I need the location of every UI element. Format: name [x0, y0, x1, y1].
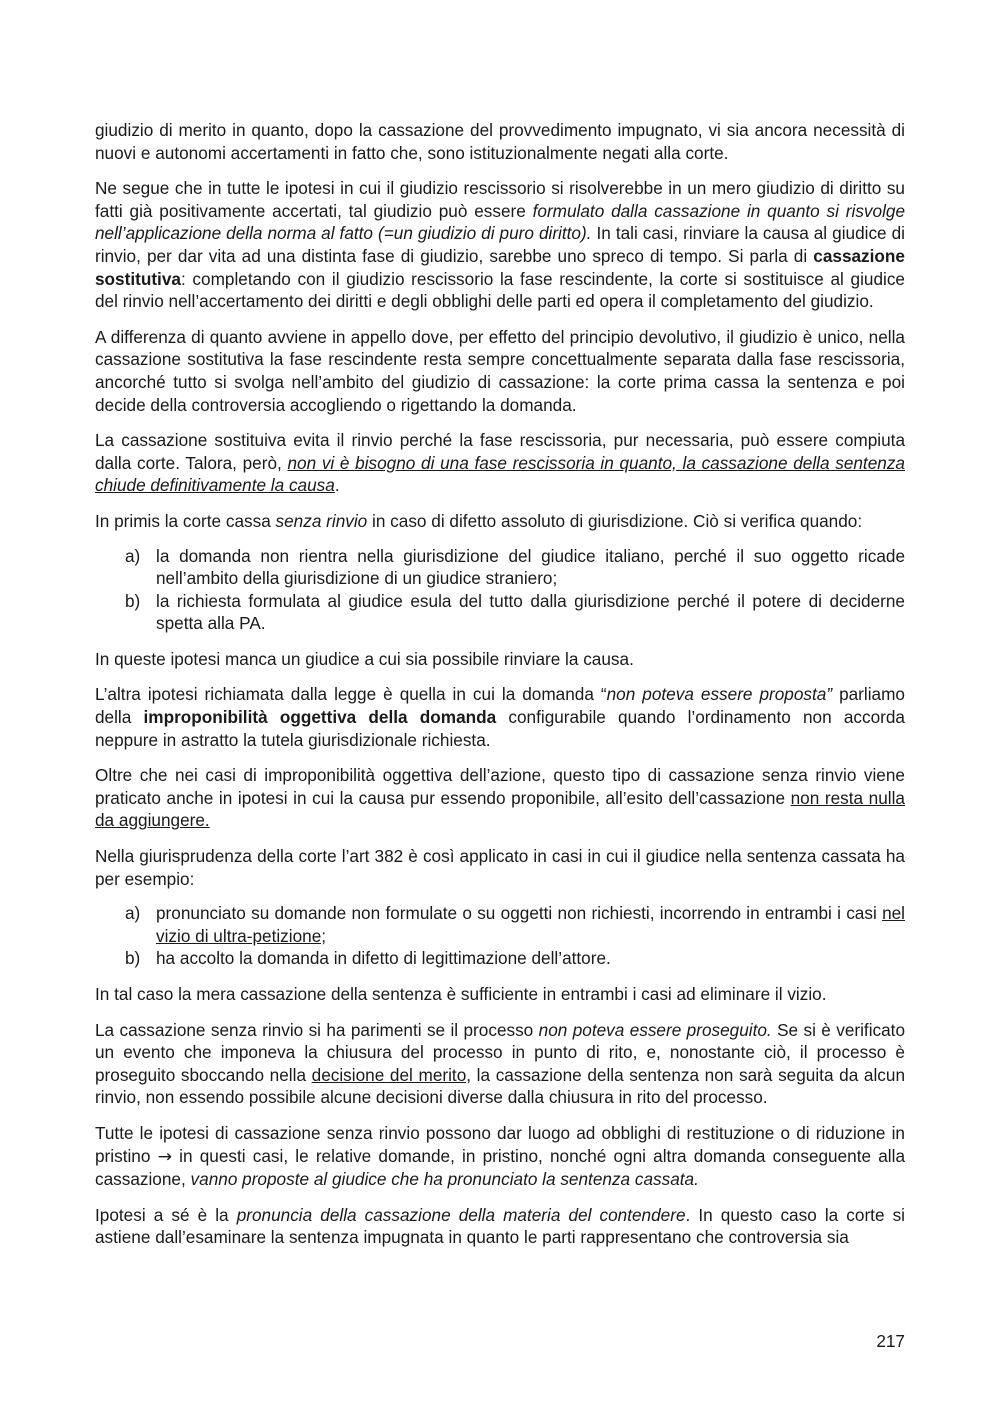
paragraph-text: : completando con il giudizio rescissorio la fase rescindente, la corte si sostituisce al giudice del rinvio nell’accertamento dei diritti e degli obblighi delle parti ed opera il completamento del giudizio. — [95, 268, 905, 312]
italic-text: non poteva essere proposta” — [606, 684, 833, 705]
list-item — [95, 590, 905, 635]
paragraph-text: Nella giurisprudenza della corte l’art 382 è così applicato in casi in cui il giudice nella sentenza cassata ha per esempio: — [95, 846, 905, 889]
paragraph-5 — [95, 510, 905, 533]
paragraph-6 — [95, 648, 905, 671]
list-item-text: la richiesta formulata al giudice esula del tutto dalla giurisdizione perché il potere di deciderne spetta alla PA. — [156, 590, 905, 634]
paragraph-text: L’altra ipotesi richiamata dalla legge è quella in cui la domanda “ — [95, 684, 607, 705]
paragraph-text: in questi casi, le relative domande, in pristino, nonché ogni altra domanda conseguente alla cassazione, — [95, 1145, 906, 1190]
bold-term: cassazione sostitutiva — [95, 245, 905, 289]
paragraph-9 — [95, 845, 905, 890]
paragraph-text: parliamo della — [95, 684, 905, 728]
paragraph-text: La cassazione sostituiva evita il rinvio perché la fase rescissoria, pur necessaria, può essere compiuta dalla corte. Talora, però, — [95, 430, 905, 473]
paragraph-text: A differenza di quanto avviene in appello dove, per effetto del principio devolutivo, il giudizio è unico, nella cassazione sostitutiva la fase rescindente resta sempre concettualmente separata dalla fase rescissoria, ancorché tutto si svolga nell’ambito del giudizio di cassazione: la corte prima cassa la sentenza e poi decide della controversia accogliendo o rigettando la domanda. — [95, 326, 905, 415]
paragraph-text: la cassazione della sentenza non sarà seguita da alcun rinvio, non essendo possibile alcune decisioni diverse dalla chiusura in rito del processo. — [95, 1064, 906, 1108]
underlined-text: decisione del merito, — [311, 1064, 472, 1085]
paragraph-text: In primis la corte cassa — [95, 510, 276, 531]
italic-text: formulato dalla cassazione in quanto si risvolge nell’applicazione della norma al fatto (=un giudizio di puro diritto). — [95, 200, 905, 244]
bold-term: improponibilità oggettiva della domanda — [143, 707, 497, 728]
list-jurisdiction-cases — [95, 545, 905, 635]
paragraph-text: Ne segue che in tutte le ipotesi in cui il giudizio rescissorio si risolverebbe in un mero giudizio di diritto su fatti già positivamente accertati, tal giudizio può essere — [95, 178, 905, 221]
list-item — [95, 902, 905, 947]
list-marker: b) — [125, 590, 141, 611]
list-item — [95, 947, 905, 970]
underlined-text: nel vizio di ultra-petizione; — [156, 903, 905, 946]
list-marker: a) — [125, 545, 141, 566]
paragraph-text: La cassazione senza rinvio si ha parimenti se il processo — [95, 1019, 539, 1040]
italic-text: pronuncia della cassazione della materia del contendere — [236, 1204, 686, 1225]
paragraph-text: giudizio di merito in quanto, dopo la cassazione del provvedimento impugnato, vi sia ancora necessità di nuovi e autonomi accertamenti in fatto che, sono istituzionalmente negati alla corte. — [95, 120, 905, 163]
list-item-text: ha accolto la domanda in difetto di legittimazione dell’attore. — [156, 948, 611, 969]
paragraph-12 — [95, 1122, 905, 1191]
paragraph-text: . — [334, 475, 340, 496]
document-body — [95, 119, 905, 1262]
paragraph-text: Oltre che nei casi di improponibilità oggettiva dell’azione, questo tipo di cassazione senza rinvio viene praticato anche in ipotesi in cui la causa pur essendo proponibile, all’esito dell’cassazione — [95, 765, 905, 808]
paragraph-text: Ipotesi a sé è la — [95, 1204, 237, 1225]
list-examples — [95, 902, 905, 970]
paragraph-8 — [95, 764, 905, 832]
paragraph-11 — [95, 1019, 905, 1109]
paragraph-text: In tali casi, rinviare la causa al giudice di rinvio, per dar vita ad una distinta fase di giudizio, sarebbe uno spreco di tempo. Si parla di — [95, 223, 905, 266]
underlined-text: non resta nulla da aggiungere. — [95, 787, 905, 831]
paragraph-text: in caso di difetto assoluto di giurisdizione. Ciò si verifica quando: — [367, 510, 863, 531]
paragraph-1 — [95, 119, 905, 164]
paragraph-text: Se si è verificato un evento che imponeva la chiusura del processo in punto di rito, e, nonostante ciò, il processo è proseguito sboccando nella — [95, 1019, 906, 1085]
paragraph-10 — [95, 983, 905, 1006]
italic-text: senza rinvio — [275, 510, 368, 531]
paragraph-3 — [95, 326, 905, 416]
list-marker: a) — [125, 903, 141, 924]
paragraph-4 — [95, 429, 905, 497]
italic-underlined-text: non vi è bisogno di una fase rescissoria in quanto, la cassazione della sentenza chiude definitivamente la causa — [95, 452, 905, 496]
italic-text: vanno proposte al giudice che ha pronunciato la sentenza cassata. — [190, 1169, 699, 1190]
list-item — [95, 545, 905, 590]
list-item-text — [156, 902, 905, 947]
paragraph-2 — [95, 177, 905, 313]
paragraph-text: In tal caso la mera cassazione della sentenza è sufficiente in entrambi i casi ad eliminare il vizio. — [95, 984, 827, 1004]
page-number: 217 — [876, 1331, 905, 1351]
italic-text: non poteva essere proseguito. — [538, 1019, 772, 1040]
paragraph-7 — [95, 683, 905, 751]
list-item-text: la domanda non rientra nella giurisdizione del giudice italiano, perché il suo oggetto ricade nell’ambito della giurisdizione di un giudice straniero; — [156, 545, 905, 589]
list-marker: b) — [125, 948, 141, 969]
paragraph-text: . In questo caso la corte si astiene dall’esaminare la sentenza impugnata in quanto le parti rappresentano che controversia sia — [95, 1204, 906, 1248]
paragraph-text: In queste ipotesi manca un giudice a cui sia possibile rinviare la causa. — [95, 648, 634, 669]
arrow-icon: → — [157, 1146, 172, 1167]
paragraph-13 — [95, 1204, 905, 1249]
list-item-text-part: pronunciato su domande non formulate o su oggetti non richiesti, incorrendo in entrambi i casi — [156, 903, 883, 924]
paragraph-text: Tutte le ipotesi di cassazione senza rinvio possono dar luogo ad obblighi di restituzione o di riduzione in pristino — [95, 1122, 905, 1166]
paragraph-text: configurabile quando l’ordinamento non accorda neppure in astratto la tutela giurisdizionale richiesta. — [95, 707, 905, 750]
